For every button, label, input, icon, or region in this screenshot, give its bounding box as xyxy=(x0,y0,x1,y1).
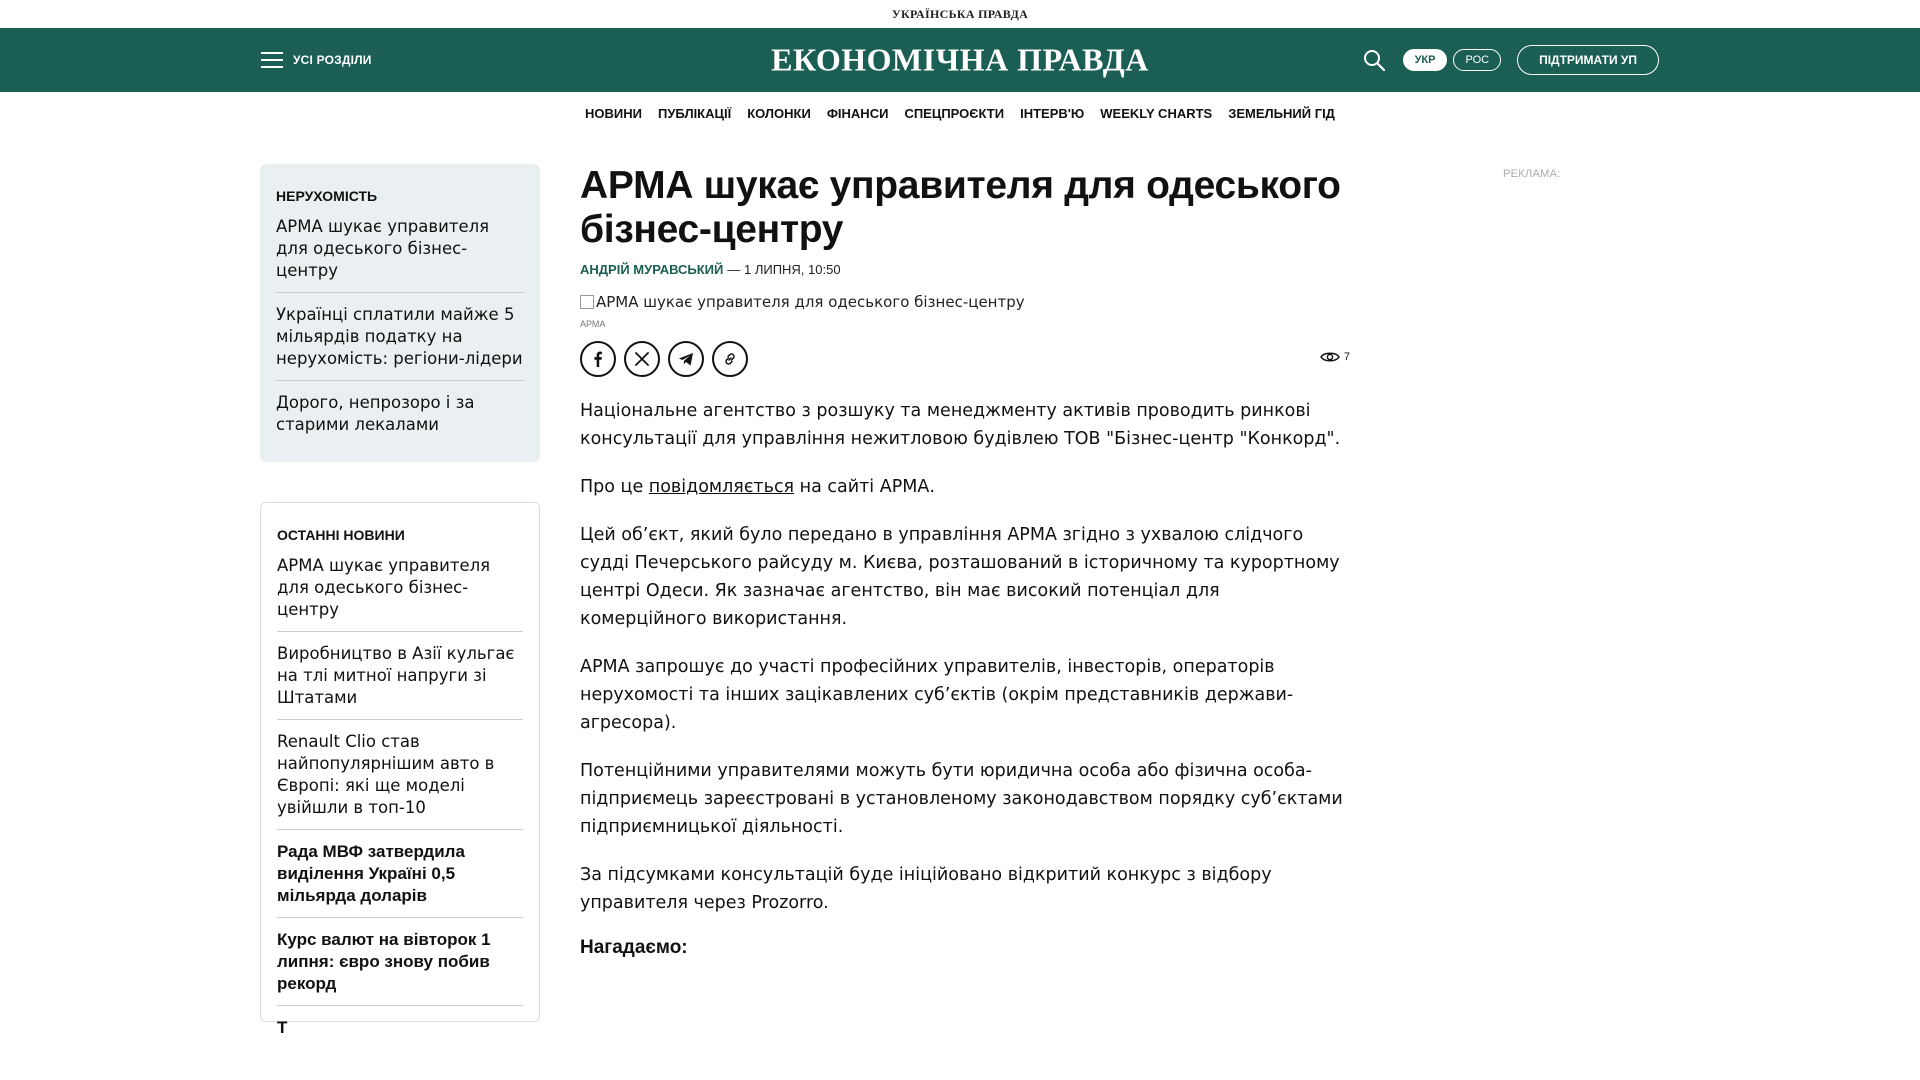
ad-label: РЕКЛАМА: xyxy=(1503,168,1561,180)
share-row xyxy=(580,341,1350,377)
search-icon xyxy=(1362,48,1386,72)
broken-image-icon xyxy=(580,295,594,309)
article-paragraph-source xyxy=(580,473,1350,501)
nav-columns[interactable]: КОЛОНКИ xyxy=(747,105,811,121)
nav-news[interactable]: НОВИНИ xyxy=(585,105,642,121)
hamburger-icon xyxy=(261,52,283,68)
search-button[interactable] xyxy=(1359,45,1389,75)
image-alt-text: АРМА шукає управителя для одеського бізнес-центру xyxy=(596,293,1025,311)
related-item[interactable]: Дорого, непрозоро і за старими лекалами xyxy=(276,393,475,434)
related-item[interactable]: АРМА шукає управителя для одеського бізнес-центру xyxy=(276,216,524,293)
latest-news-item[interactable]: Т xyxy=(277,1018,288,1037)
author-link[interactable]: АНДРІЙ МУРАВСЬКИЙ xyxy=(580,262,724,277)
reminder-heading: Нагадаємо: xyxy=(580,937,688,958)
share-facebook-button[interactable] xyxy=(580,341,616,377)
x-icon xyxy=(634,351,650,367)
all-sections-label: УСІ РОЗДІЛИ xyxy=(293,53,372,67)
all-sections-button[interactable] xyxy=(261,52,372,68)
facebook-icon xyxy=(589,350,607,368)
top-strip xyxy=(0,0,1920,28)
up-mini-logo[interactable]: УКРАЇНСЬКА ПРАВДА xyxy=(891,6,1029,21)
link-icon xyxy=(722,351,738,367)
nav-special-projects[interactable]: СПЕЦПРОЄКТИ xyxy=(904,105,1005,121)
share-telegram-button[interactable] xyxy=(668,341,704,377)
image-caption: АРМА xyxy=(580,319,606,329)
nav-interview[interactable]: ІНТЕРВ'Ю xyxy=(1020,105,1085,121)
support-button[interactable]: ПІДТРИМАТИ УП xyxy=(1517,45,1659,75)
telegram-icon xyxy=(677,350,695,368)
share-x-button[interactable] xyxy=(624,341,660,377)
source-link[interactable]: повідомляється xyxy=(648,477,795,497)
nav-publications[interactable]: ПУБЛІКАЦІЇ xyxy=(658,105,732,121)
byline xyxy=(580,262,1350,277)
site-header xyxy=(0,28,1920,92)
article-image xyxy=(580,293,1350,311)
related-title[interactable]: НЕРУХОМІСТЬ xyxy=(276,188,378,204)
publish-date: — 1 ЛИПНЯ, 10:50 xyxy=(727,262,841,277)
source-text-before: Про це xyxy=(580,477,649,497)
article-paragraph: АРМА запрошує до участі професійних управителів, інвесторів, операторів нерухомості та інших зацікавлених суб’єктів (окрім представників держави-агресора). xyxy=(580,657,1294,733)
nav-land-guide[interactable]: ЗЕМЕЛЬНИЙ ГІД xyxy=(1228,105,1335,121)
view-count xyxy=(1320,350,1350,364)
latest-news-item[interactable]: Курс валют на вівторок 1 липня: євро знову побив рекорд xyxy=(277,929,523,1006)
sidebar xyxy=(260,164,540,1037)
section-nav xyxy=(0,92,1920,134)
latest-news-item[interactable]: Renault Clio став найпопулярнішим авто в Європі: які ще моделі увійшли в топ-10 xyxy=(277,731,523,830)
eye-icon xyxy=(1320,350,1340,364)
lang-ros-button[interactable]: РОС xyxy=(1453,49,1501,71)
article-paragraph: Національне агентство з розшуку та менеджменту активів проводить ринкові консультації для управління нежитловою будівлею ТОВ "Бізнес-центр "Конкорд". xyxy=(580,401,1341,449)
related-item[interactable]: Українці сплатили майже 5 мільярдів податку на нерухомість: регіони-лідери xyxy=(276,304,524,381)
view-count-value: 7 xyxy=(1343,351,1350,363)
article xyxy=(580,164,1350,959)
article-paragraph: Потенційними управителями можуть бути юридична особа або фізична особа-підприємець зареєстровані в установленому законодавством порядку суб’єктами підприємницької діяльності. xyxy=(580,761,1343,837)
nav-finance[interactable]: ФІНАНСИ xyxy=(826,105,889,121)
latest-news-item[interactable]: Виробництво в Азії кульгає на тлі митної напруги зі Штатами xyxy=(277,643,523,720)
lang-ukr-button[interactable]: УКР xyxy=(1403,49,1448,71)
main-content xyxy=(260,164,1660,1037)
latest-news-title[interactable]: ОСТАННІ НОВИНИ xyxy=(277,527,405,543)
related-box xyxy=(260,164,540,462)
source-text-after: на сайті АРМА. xyxy=(794,477,935,497)
article-paragraph: Цей об’єкт, який було передано в управління АРМА згідно з ухвалою слідчого судді Печерського райсуду м. Києва, розташований в історичному та курортному центрі Одеси. Як зазначає агентство, він має високий потенціал для комерційного використання. xyxy=(580,525,1340,629)
nav-weekly-charts[interactable]: WEEKLY CHARTS xyxy=(1100,105,1213,121)
copy-link-button[interactable] xyxy=(712,341,748,377)
article-title: АРМА шукає управителя для одеського бізнес-центру xyxy=(580,164,1341,251)
latest-news-box xyxy=(260,502,540,1037)
latest-news-item[interactable]: АРМА шукає управителя для одеського бізнес-центру xyxy=(277,555,523,632)
site-logo[interactable]: ЕКОНОМІЧНА ПРАВДА xyxy=(771,41,1149,78)
article-paragraph: За підсумками консультацій буде ініційовано відкритий конкурс з відбору управителя через Prozorro. xyxy=(580,865,1272,913)
latest-news-item[interactable]: Рада МВФ затвердила виділення Україні 0,5 мільярда доларів xyxy=(277,841,523,918)
